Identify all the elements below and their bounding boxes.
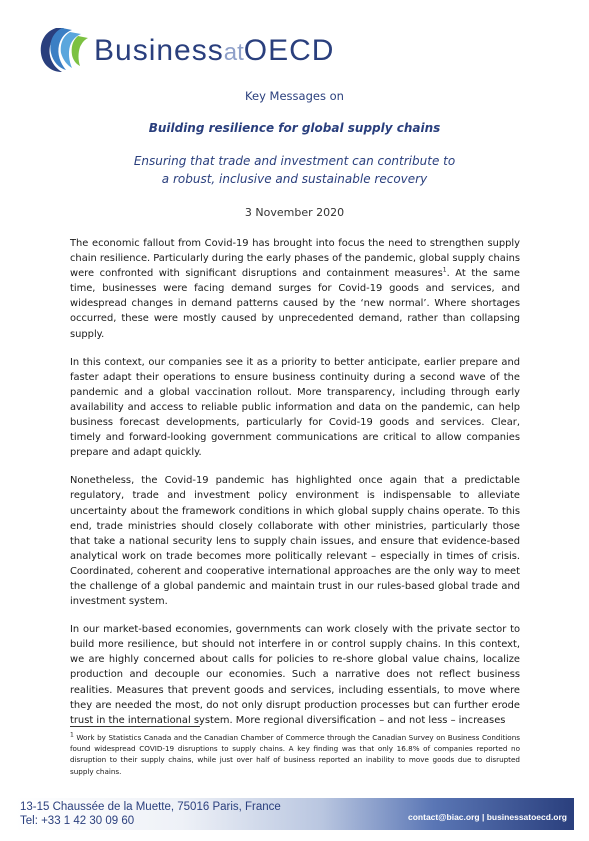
logo-swoosh-icon bbox=[36, 24, 90, 74]
subtitle-line-1: Ensuring that trade and investment can contribute to bbox=[133, 154, 456, 168]
page-footer bbox=[0, 798, 589, 838]
footnote bbox=[70, 732, 520, 777]
logo-wordmark bbox=[94, 34, 334, 70]
footer-telephone: Tel: +33 1 42 30 09 60 bbox=[20, 815, 135, 827]
paragraph-3: Nonetheless, the Covid-19 pandemic has highlighted once again that a predictable regulatory, trade and investment policy environment is indispensable to alleviate uncertainty about the framework conditions in which global supply chains operate. To this end, trade ministries should closely collaborate with other ministries, particularly those that take a national security lens to supply chain issues, and ensure that evidence-based analytical work on trade becomes more politically relevant – especially in times of crisis. Coordinated, coherent and cooperative international approaches are the only way to meet the challenge of a global pandemic and maintain trust in our rules-based global trade and investment system. bbox=[70, 475, 520, 608]
footnote-ref-1[interactable]: 1 bbox=[442, 266, 447, 274]
document-subtitle bbox=[0, 152, 589, 188]
paragraph-4: In our market-based economies, governments can work closely with the private sector to build more resilience, but should not interfere in or control supply chains. In this context, we are highly concerned about calls for policies to re-shore global value chains, localize production and decouple our economies. Such a narrative does not reflect business realities. Measures that prevent goods and services, including essentials, to move where they are needed the most, do not only disrupt production processes but can further erode trust in the international system. More regional diversification – and not less – increases bbox=[70, 624, 520, 726]
paragraph-1-text-b: . At the same time, businesses were facing demand surges for Covid-19 goods and services, and widespread changes in demand patterns caused by the ‘new normal’. Where shortages occurred, these were mostly caused by unprecedented demand, rather than collapsing supply. bbox=[70, 268, 521, 340]
footer-address: 13-15 Chaussée de la Muette, 75016 Paris, France bbox=[20, 801, 281, 813]
subtitle-line-2: a robust, inclusive and sustainable recovery bbox=[161, 172, 428, 186]
footer-contact-links[interactable]: contact@biac.org | businessatoecd.org bbox=[408, 812, 567, 822]
business-at-oecd-logo bbox=[36, 24, 376, 74]
logo-at-text: at bbox=[223, 39, 244, 66]
footnote-marker: 1 bbox=[70, 731, 74, 739]
footer-address-block bbox=[20, 800, 281, 828]
document-body bbox=[70, 236, 520, 741]
logo-oecd-text: OECD bbox=[243, 34, 335, 67]
document-title: Building resilience for global supply chains bbox=[148, 121, 441, 135]
key-messages-label: Key Messages on bbox=[245, 89, 344, 103]
footnote-text: Work by Statistics Canada and the Canadian Chamber of Commerce through the Canadian Survey on Business Conditions found widespread COVID-19 disruptions to supply chains. A key finding was that only 16.8% of companies reported no disruption to their supply chains, while just over half of business reported an inability to move goods due to disrupted supply chains. bbox=[70, 733, 520, 776]
paragraph-1-text-a: The economic fallout from Covid-19 has brought into focus the need to strengthen supply chain resilience. Particularly during the early phases of the pandemic, global supply chains were confronted with significant disruptions and containment measures bbox=[70, 238, 520, 280]
paragraph-2: In this context, our companies see it as a priority to better anticipate, earlier prepare and faster adapt their operations to ensure business continuity during a second wave of the pandemic and a global vaccination rollout. More transparency, including through early availability and access to reliable public information and data on the pandemic, can help business forecast developments, particularly for Covid-19 goods and services. Clear, timely and forward-looking government communications are critical to allow companies prepare and adapt quickly. bbox=[70, 356, 520, 459]
logo-business-text: Business bbox=[94, 34, 224, 67]
paragraph-1 bbox=[70, 236, 520, 342]
document-date: 3 November 2020 bbox=[244, 206, 345, 219]
footnote-divider bbox=[70, 726, 200, 727]
